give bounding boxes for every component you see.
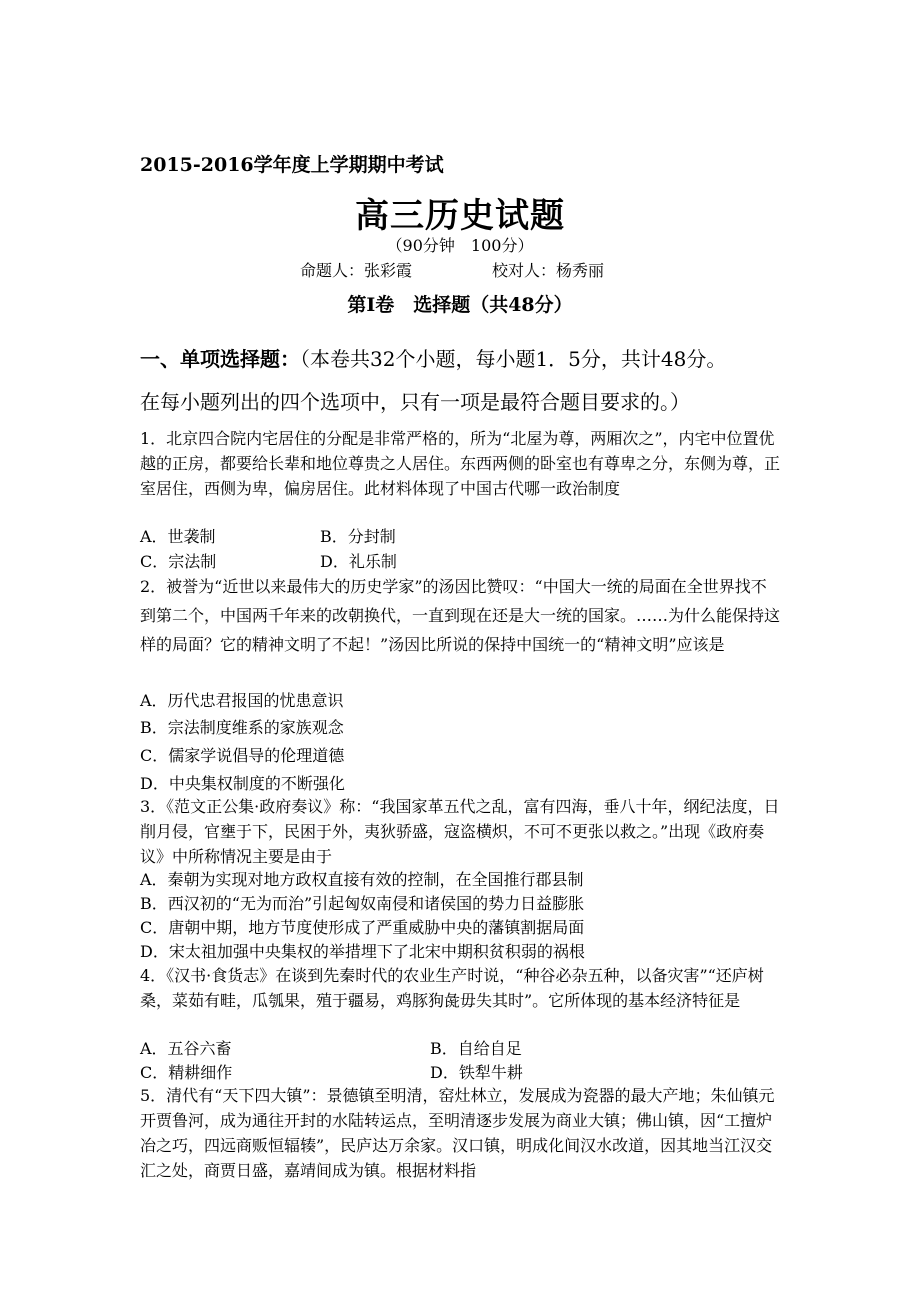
q4-option-d: D．铁犁牛耕	[430, 1063, 523, 1082]
q2-option-b: B．宗法制度维系的家族观念	[140, 718, 344, 737]
q2-option-a: A．历代忠君报国的忧患意识	[140, 691, 344, 710]
part-heading	[140, 343, 726, 372]
q1-option-c: C．宗法制	[140, 552, 217, 571]
question-2-stem: 2．被誉为“近世以来最伟大的历史学家”的汤因比赞叹：“中国大一统的局面在全世界找不到第二个，中国两千年来的改朝换代，一直到现在还是大一统的国家。……为什么能保持这样的局面？它的精神文明了不起！”汤因比所说的保持中国统一的“精神文明”应该是	[140, 577, 781, 654]
page-title: 高三历史试题	[355, 196, 565, 236]
part-description: （本卷共32个小题，每小题1．5分，共计48分。	[300, 347, 727, 371]
q4-option-b: B．自给自足	[430, 1039, 522, 1058]
q4-option-a: A．五谷六畜	[140, 1039, 232, 1058]
q1-option-b: B．分封制	[320, 527, 396, 546]
checker-label: 校对人：杨秀丽	[492, 261, 605, 280]
question-5-stem: 5．清代有“天下四大镇”：景德镇至明清，窑灶林立，发展成为瓷器的最大产地；朱仙镇元开贾鲁河，成为通往开封的水陆转运点，至明清逐步发展为商业大镇；佛山镇，因“工擅炉冶之巧，四远商贩恒辐辏”，民庐达万余家。汉口镇，明成化间汉水改道，因其地当江汉交汇之处，商贾日盛，嘉靖间成为镇。根据材料指	[140, 1086, 775, 1180]
q1-option-a: A．世袭制	[140, 527, 216, 546]
question-4-stem: 4．《汉书·食货志》在谈到先秦时代的农业生产时说，“种谷必杂五种，以备灾害”“还庐树桑，菜茹有畦，瓜瓠果，殖于疆易，鸡豚狗彘毋失其时”。它所体现的基本经济特征是	[140, 966, 764, 1010]
part-description-2: 在每小题列出的四个选项中，只有一项是最符合题目要求的。）	[140, 390, 690, 414]
q3-option-b: B．西汉初的“无为而治”引起匈奴南侵和诸侯国的势力日益膨胀	[140, 894, 585, 913]
q2-option-c: C．儒家学说倡导的伦理道德	[140, 746, 345, 765]
q3-option-a: A．秦朝为实现对地方政权直接有效的控制，在全国推行郡县制	[140, 870, 584, 889]
author-label: 命题人：张彩霞	[300, 261, 413, 280]
question-1-stem: 1．北京四合院内宅居住的分配是非常严格的，所为“北屋为尊，两厢次之”，内宅中位置优越的正房，都要给长辈和地位尊贵之人居住。东西两侧的卧室也有尊卑之分，东侧为尊，正室居住，西侧为卑，偏房居住。此材料体现了中国古代哪一政治制度	[140, 429, 781, 498]
q2-option-d: D．中央集权制度的不断强化	[140, 774, 345, 793]
q4-option-c: C．精耕细作	[140, 1063, 233, 1082]
section-title: 第Ⅰ卷 选择题（共48分）	[347, 294, 573, 316]
part-title: 一、单项选择题：	[140, 347, 300, 371]
q3-option-c: C．唐朝中期，地方节度使形成了严重威胁中央的藩镇割据局面	[140, 918, 585, 937]
exam-name: 2015-2016学年度上学期期中考试	[140, 154, 444, 176]
q1-option-d: D．礼乐制	[320, 552, 397, 571]
q3-option-d: D．宋太祖加强中央集权的举措埋下了北宋中期积贫积弱的祸根	[140, 942, 585, 961]
author-line	[300, 258, 604, 281]
question-3-stem: 3．《范文正公集·政府奏议》称：“我国家革五代之乱，富有四海，垂八十年，纲纪法度，日削月侵，官壅于下，民困于外，夷狄骄盛，寇盗横炽，不可不更张以救之。”出现《政府奏议》中所称情况主要是由于	[140, 797, 780, 866]
exam-duration: （90分钟 100分）	[386, 236, 534, 255]
